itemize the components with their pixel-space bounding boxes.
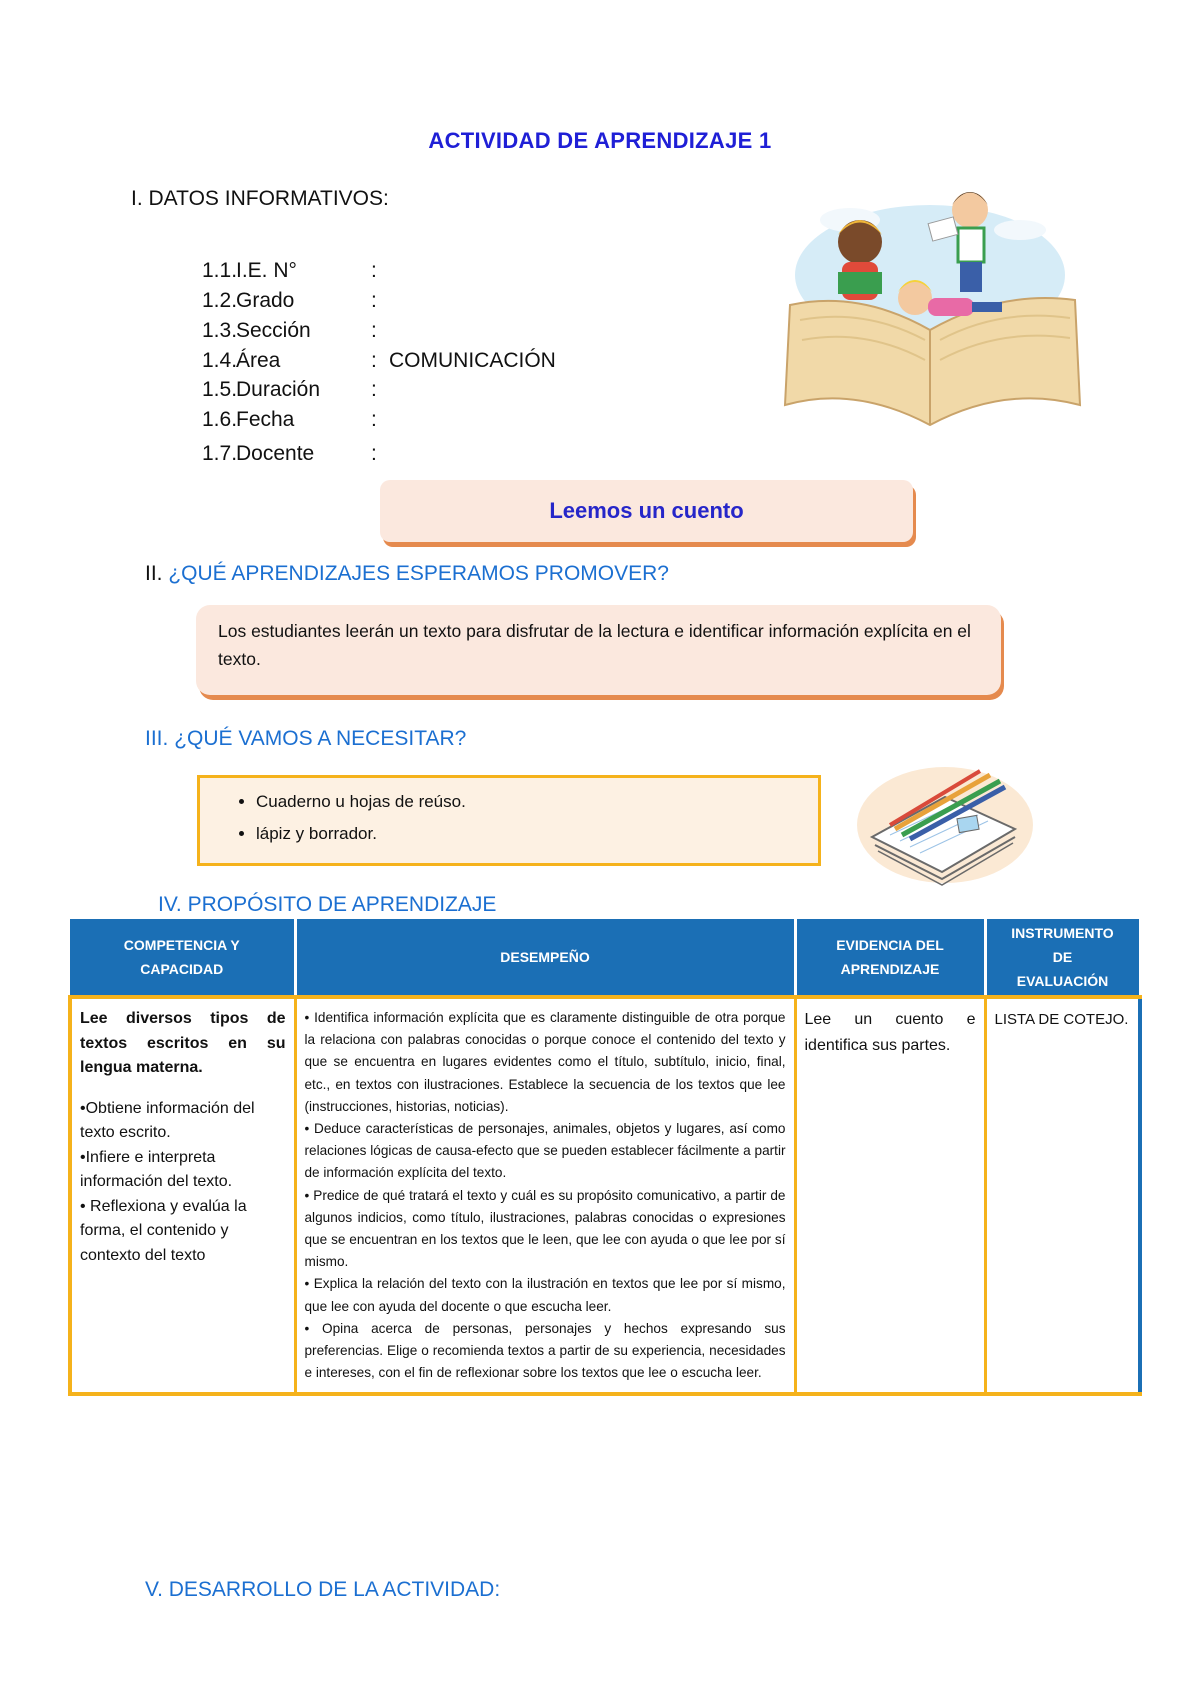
purpose-box: Los estudiantes leerán un texto para disfrutar de la lectura e identificar información explícita en el texto. xyxy=(196,605,1001,695)
section-4-heading: IV. PROPÓSITO DE APRENDIZAJE xyxy=(158,893,497,916)
notebook-pencils-illustration xyxy=(850,757,1035,887)
table-row xyxy=(70,997,1140,1394)
evidencia-cell: Lee un cuento e identifica sus partes. xyxy=(795,997,985,1394)
header-competencia xyxy=(70,919,295,997)
info-number: 1.7. xyxy=(202,442,238,465)
info-label: Fecha xyxy=(236,408,295,431)
info-number: 1.5. xyxy=(202,378,238,401)
header-instrumento xyxy=(985,919,1140,997)
header-text: EVALUACIÓN xyxy=(1016,973,1109,989)
table-header-row xyxy=(70,919,1140,997)
info-row xyxy=(202,257,389,285)
desempeno-item: • Opina acerca de personas, personajes y hechos expresando sus preferencias. Elige o recomienda textos a partir de su experiencia, necesidades e intereses, con el fin de reflexionar sobre los textos que lee o escucha leer. xyxy=(304,1320,786,1381)
competencia-cell xyxy=(70,997,295,1394)
desempeno-item: • Deduce características de personajes, animales, objetos y lugares, así como relaciones lógicas de causa-efecto que se pueden establecer fácilmente a partir de información explícita del texto. xyxy=(304,1121,786,1181)
section-3-number: III. xyxy=(145,727,169,750)
materials-box xyxy=(197,775,821,866)
info-number: 1.2. xyxy=(202,289,238,312)
capacidad-item: •Obtiene información del texto escrito. xyxy=(80,1099,255,1141)
info-colon: : xyxy=(371,349,377,372)
section-2-heading xyxy=(145,562,669,586)
header-text: COMPETENCIA Y xyxy=(123,937,240,953)
header-evidencia xyxy=(795,919,985,997)
instrumento-cell: LISTA DE COTEJO. xyxy=(985,997,1140,1394)
header-text: APRENDIZAJE xyxy=(840,961,940,977)
info-row xyxy=(202,376,389,404)
capacidad-item: •Infiere e interpreta información del texto. xyxy=(80,1148,233,1190)
info-value: COMUNICACIÓN xyxy=(389,349,556,372)
info-colon: : xyxy=(371,319,377,342)
info-row xyxy=(202,347,556,375)
children-reading-illustration xyxy=(780,180,1085,445)
info-label: Grado xyxy=(236,289,295,312)
desempeno-item: • Identifica información explícita que es claramente distinguible de otra porque la relaciona con palabras conocidas o porque conoce el contenido del texto y que se encuentra en lugares evidentes como el título, subtítulo, inicio, final, etc., en textos con ilustraciones. Establece la secuencia de los textos que lee (instrucciones, historias, noticias). xyxy=(304,1010,786,1114)
material-item: • Cuaderno u hojas de reúso. xyxy=(256,786,818,818)
learning-purpose-table xyxy=(68,919,1142,1396)
desempeno-item: • Predice de qué tratará el texto y cuál es su propósito comunicativo, a partir de algunos indicios, como título, ilustraciones, palabras conocidas o expresiones que se encuentran en los textos que le leen, que lee con ayuda o que lee por sí mismo. xyxy=(304,1187,786,1270)
page-title: ACTIVIDAD DE APRENDIZAJE 1 xyxy=(428,128,772,153)
info-number: 1.6. xyxy=(202,408,238,431)
info-row xyxy=(202,287,389,315)
info-label: Docente xyxy=(236,442,315,465)
info-number: 1.4. xyxy=(202,349,238,372)
header-text: EVIDENCIA DEL xyxy=(836,937,944,953)
desempeno-item: • Explica la relación del texto con la ilustración en textos que lee por sí mismo, que lee con ayuda del docente o que escucha leer. xyxy=(304,1276,786,1314)
header-desempeno: DESEMPEÑO xyxy=(295,919,795,997)
info-label: Área xyxy=(236,349,281,372)
info-number: 1.3. xyxy=(202,319,238,342)
info-label: I.E. N° xyxy=(236,259,297,282)
info-label: Sección xyxy=(236,319,311,342)
section-2-number: II. xyxy=(145,562,163,585)
section-3-heading xyxy=(145,727,466,751)
material-item: • lápiz y borrador. xyxy=(256,818,818,850)
competencia-title: Lee diversos tipos de textos escritos en su lengua materna. xyxy=(80,1010,286,1076)
info-number: 1.1. xyxy=(202,259,238,282)
info-colon: : xyxy=(371,259,377,282)
header-text: DE xyxy=(1052,949,1073,965)
section-5-heading: V. DESARROLLO DE LA ACTIVIDAD: xyxy=(145,1578,501,1601)
info-colon: : xyxy=(371,289,377,312)
info-row xyxy=(202,406,389,434)
section-1-heading: I. DATOS INFORMATIVOS: xyxy=(131,187,389,210)
section-3-title: ¿QUÉ VAMOS A NECESITAR? xyxy=(174,727,467,750)
info-colon: : xyxy=(371,378,377,401)
info-colon: : xyxy=(371,408,377,431)
header-text: INSTRUMENTO xyxy=(1011,925,1114,941)
info-row xyxy=(202,317,389,345)
desempeno-cell xyxy=(295,997,795,1394)
info-label: Duración xyxy=(236,378,321,401)
info-row xyxy=(202,440,389,468)
info-colon: : xyxy=(371,442,377,465)
section-2-title: ¿QUÉ APRENDIZAJES ESPERAMOS PROMOVER? xyxy=(168,562,669,585)
topic-box: Leemos un cuento xyxy=(380,480,913,542)
capacidad-item: • Reflexiona y evalúa la forma, el contenido y contexto del texto xyxy=(80,1197,247,1264)
header-text: CAPACIDAD xyxy=(140,961,224,977)
